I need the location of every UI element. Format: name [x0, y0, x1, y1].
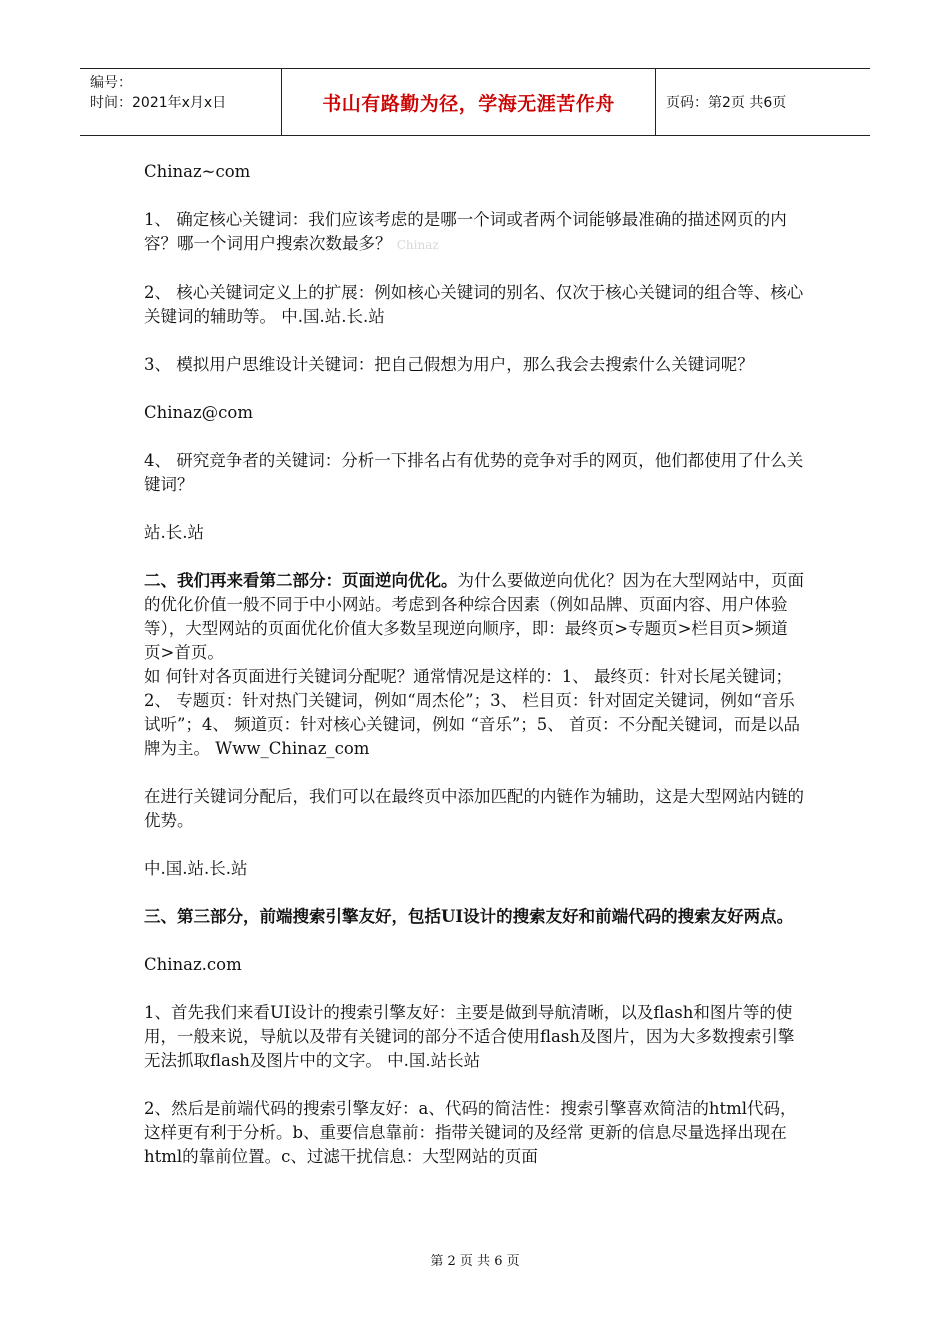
paragraph: Chinaz~com [144, 162, 251, 181]
paragraph: 站.长.站 [144, 523, 204, 542]
paragraph [144, 569, 804, 665]
paragraph: 1、首先我们来看UI设计的搜索引擎友好：主要是做到导航清晰，以及flash和图片等的使用，一般来说，导航以及带有关键词的部分不适合使用flash及图片，因为大多数搜索引擎无法抓取flash及图片中的文字。 中.国.站长站 [144, 1003, 795, 1070]
section-heading: 三、第三部分，前端搜索引擎友好，包括UI设计的搜索友好和前端代码的搜索友好两点。 [144, 907, 794, 926]
page-footer: 第 2 页 共 6 页 [430, 1254, 520, 1269]
paragraph-text: 为什么要做逆向优化？因为在大型网站中，页面的优化价值一般不同于中小网站。考虑到各种综合因素（例如品牌、页面内容、用户体验等），大型网站的页面优化价值大多数呈现逆向顺序，即：最终页>专题页>栏目页>频道页>首页。 [144, 571, 804, 662]
paragraph: 2、 核心关键词定义上的扩展：例如核心关键词的别名、仅次于核心关键词的组合等、核心关键词的辅助等。 中.国.站.长.站 [144, 283, 804, 326]
paragraph: 3、 模拟用户思维设计关键词：把自己假想为用户，那么我会去搜索什么关键词呢？ [144, 355, 754, 374]
paragraph: 2、然后是前端代码的搜索引擎友好：a、代码的简洁性：搜索引擎喜欢简洁的html代码，这样更有利于分析。b、重要信息靠前：指带关键词的及经常 更新的信息尽量选择出现在html的靠前位置。c、过滤干扰信息：大型网站的页面 [144, 1099, 797, 1166]
watermark-text: Chinaz [396, 238, 439, 252]
paragraph: 如 何针对各页面进行关键词分配呢？通常情况是这样的：1、 最终页：针对长尾关键词；2、 专题页：针对热门关键词，例如“周杰伦”；3、 栏目页：针对固定关键词，例如“音乐试听”；4、 频道页：针对核心关键词，例如 “音乐”；5、 首页：不分配关键词，而是以品牌为主。 Www_Chinaz_com [144, 667, 801, 758]
paragraph: 4、 研究竞争者的关键词：分析一下排名占有优势的竞争对手的网页，他们都使用了什么关键词？ [144, 451, 804, 494]
paragraph: Chinaz@com [144, 403, 254, 422]
paragraph [144, 208, 804, 257]
paragraph: 中.国.站.长.站 [144, 859, 248, 878]
header-left-cell [80, 69, 282, 135]
paragraph: Chinaz.com [144, 955, 242, 974]
section-heading: 二、我们再来看第二部分：页面逆向优化。 [144, 571, 458, 590]
document-body [144, 160, 804, 1193]
document-header [80, 68, 870, 136]
page-info: 页码：第2页 共6页 [666, 95, 787, 111]
date-label: 时间：2021年x月x日 [90, 95, 227, 111]
paragraph: 在进行关键词分配后，我们可以在最终页中添加匹配的内链作为辅助，这是大型网站内链的优势。 [144, 787, 804, 830]
paragraph-text: 1、 确定核心关键词：我们应该考虑的是哪一个词或者两个词能够最准确的描述网页的内容？哪一个词用户搜索次数最多？ [144, 210, 787, 253]
motto: 书山有路勤为径，学海无涯苦作舟 [282, 69, 656, 135]
number-label: 编号： [90, 75, 132, 91]
